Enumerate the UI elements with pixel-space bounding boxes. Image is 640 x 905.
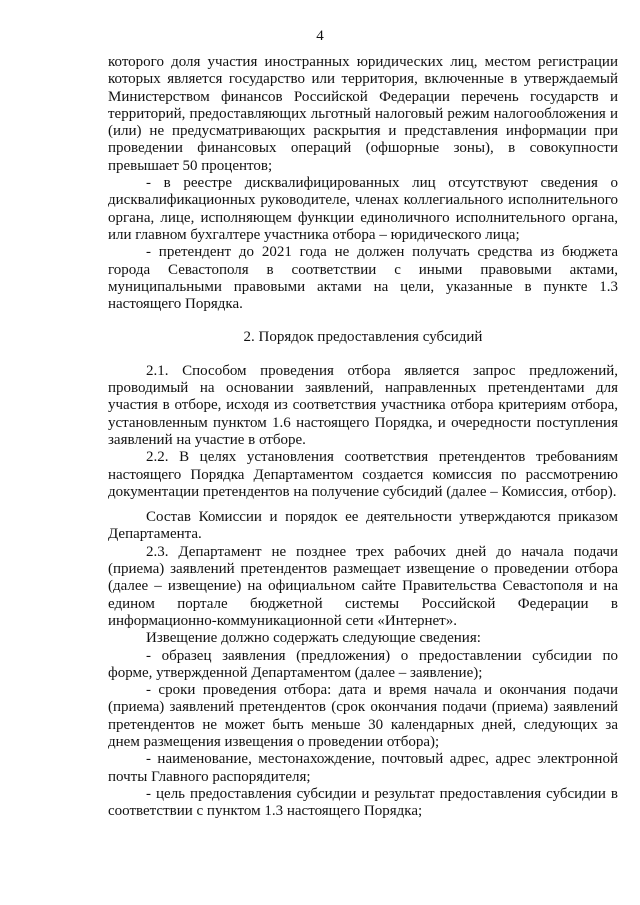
list-item-paragraph: - в реестре дисквалифицированных лиц отсутствуют сведения о дисквалификационных руководителе, членах коллегиального исполнительного органа, лице, исполняющем функции единоличного исполнительного органа, или главном бухгалтере участника отбора – юридического лица; [108,175,618,243]
list-item-paragraph: - наименование, местонахождение, почтовый адрес, адрес электронной почты Главного распорядителя; [108,751,618,785]
section-heading: 2. Порядок предоставления субсидий [243,329,483,346]
document-body [108,54,618,820]
paragraph: 2.2. В целях установления соответствия претендентов требованиям настоящего Порядка Департаментом создается комиссия по рассмотрению документации претендентов на получение субсидий (далее – Комиссия, отбор). [108,449,618,500]
page-number: 4 [316,28,324,44]
list-item-paragraph: - цель предоставления субсидии и результат предоставления субсидии в соответствии с пунктом 1.3 настоящего Порядка; [108,785,618,820]
list-item-paragraph: - претендент до 2021 года не должен получать средства из бюджета города Севастополя в соответствии с иными правовыми актами, муниципальными правовыми актами на цели, указанные в пункте 1.3 настоящего Порядка. [108,244,618,313]
list-item-paragraph: - сроки проведения отбора: дата и время начала и окончания подачи (приема) заявлений претендентов (срок окончания подачи (приема) заявлений претендентов не может быть меньше 30 календарных дней, следующих за днем размещения извещения о проведении отбора); [108,682,618,750]
paragraph: 2.1. Способом проведения отбора является запрос предложений, проводимый на основании заявлений, направленных претендентами для участия в отборе, исходя из соответствия участника отбора критериям отбора, установленным пунктом 1.6 настоящего Порядка, и очередности поступления заявлений на участие в отборе. [108,362,618,448]
paragraph: Состав Комиссии и порядок ее деятельности утверждаются приказом Департамента. [108,509,618,543]
paragraph: Извещение должно содержать следующие сведения: [146,630,481,647]
paragraph: 2.3. Департамент не позднее трех рабочих дней до начала подачи (приема) заявлений претендентов размещает извещение о проведении отбора (далее – извещение) на официальном сайте Правительства Севастополя и на едином портале бюджетной системы Российской Федерации в информационно-коммуникационной сети «Интернет». [108,543,618,629]
paragraph: которого доля участия иностранных юридических лиц, местом регистрации которых является государство или территория, включенные в утверждаемый Министерством финансов Российской Федерации перечень государств и территорий, предоставляющих льготный налоговый режим налогообложения и (или) не предусматривающих раскрытия и представления информации при проведении финансовых операций (офшорные зоны), в совокупности превышает 50 процентов; [108,54,618,174]
list-item-paragraph: - образец заявления (предложения) о предоставлении субсидии по форме, утвержденной Департаментом (далее – заявление); [108,647,618,681]
